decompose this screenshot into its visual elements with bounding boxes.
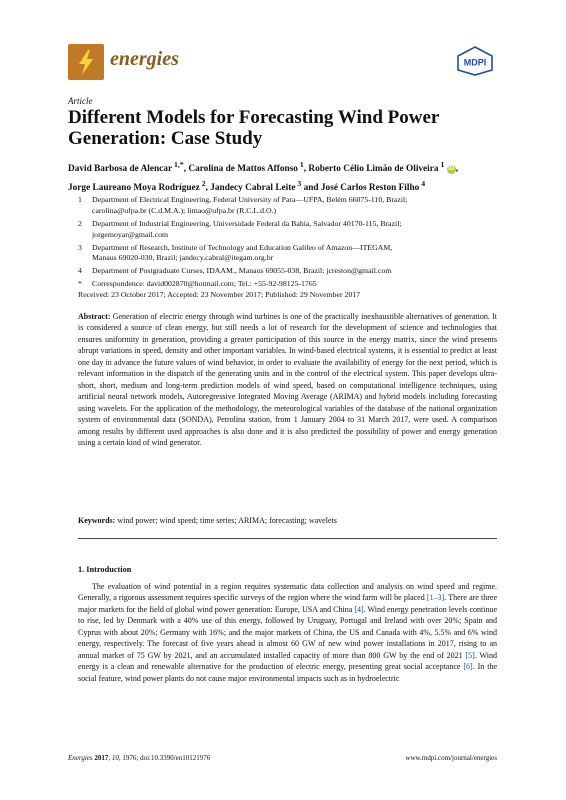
footer-url[interactable]: www.mdpi.com/journal/energies [405, 754, 497, 762]
introduction-paragraph: The evaluation of wind potential in a region requires systematic data collection and analysis on wind speed and regime. Generally, a rigorous assessment requires specific surveys of the region where the wind farm will be placed [1–3]. There are three major markets for the field of global wind power generation: Europe, USA and China [4]. Wind energy penetration levels continue to rise, led by Denmark with a 40% use of this energy, followed by Uruguay, Portugal and Ireland with over 20%; Spain and Cyprus with about 20%; Germany with 16%; and the major markets of China, the US and Canada with 4%, 5.5% and 6% wind energy, respectively. The forecast of five years ahead is almost 60 GW of new wind power installations in 2017, rising to an annual market of 75 GW by 2021, and an accumulated installed capacity of more than 800 GW by the end of 2021 [5]. Wind energy is a clean and renewable alternative for the production of electric energy, presenting great social acceptance [6]. In the social feature, wind power plants do not cause major environmental impacts such as in hydroelectric [78, 582, 498, 683]
energies-logo-icon [68, 44, 104, 80]
article-title: Different Models for Forecasting Wind Power Generation: Case Study [68, 107, 439, 149]
keywords-label: Keywords: [78, 516, 116, 525]
affiliation-item: 2 Department of Industrial Engineering, Universidade Federal da Bahia, Salvador 40170-115, Brazil; jorgemoyar@gmail.com [78, 218, 402, 239]
author-name: , Carolina de Mattos Affonso [183, 164, 298, 175]
author-affil: 1 [297, 160, 304, 169]
citation-link[interactable]: [6] [463, 662, 473, 672]
author-list: David Barbosa de Alencar $^{1,*}$, Carolina de Mattos Affonso $^1$, Roberto Célio Limão de Oliveira $^1$ iD , Jorge Laureano Moya Rodríguez $^2$, Jandecy Cabral Leite $^3$ and José Carlos Reston Filho $^4$ [68, 160, 459, 193]
affiliation-item: 4 Department of Postgraduate Curses, IDAAM., Manaus 69055-038, Brazil; jcreston@gmail.com [78, 266, 392, 276]
affiliations [78, 195, 498, 292]
abstract-text: Generation of electric energy through wind turbines is one of the practically inexhaustible alternatives of generation. It is considered a source of clean energy, but still needs a lot of research for the development of science and technologies that ensures uniformity in generation, providing a greater participation of this source in the energy matrix, since the wind presents abrupt variations in speed, density and other important variables. In wind-based electrical systems, it is essential to predict at least one day in advance the future values of wind behavior, in order to evaluate the availability of energy for the next period, which is relevant information in the dispatch of the generating units and in the control of the electrical system. This paper develops ultra-short, short, medium and long-term prediction models of wind speed, based on computational intelligence techniques, using artificial neural network models, Autoregressive Integrated Moving Average (ARIMA) and hybrid models including forecasting using wavelets. For the application of the methodology, the meteorological variables of the database of the national organization system of environmental data (SONDA), Petrolina station, from 1 January 2004 to 31 March 2017, were used. A comparison among results by different used approaches is also done and it is also predicted the possibility of power and energy generation using a certain kind of wind generator. [78, 312, 497, 447]
author-affil: 1,* [172, 160, 184, 169]
svg-text:MDPI: MDPI [463, 57, 487, 68]
citation-link[interactable]: [5] [465, 650, 475, 660]
author-name: and José Carlos Reston Filho [301, 182, 420, 193]
correspondence: * Correspondence: david002870@hotmail.com; Tel.: +55-92-98125-1765 [78, 279, 317, 289]
author-affil: 4 [419, 178, 426, 188]
author-name: , Jandecy Cabral Leite [205, 182, 296, 193]
divider [78, 538, 497, 539]
abstract-label: Abstract: [78, 312, 111, 321]
author-name: David Barbosa de Alencar [68, 164, 173, 175]
mdpi-logo-icon[interactable] [456, 46, 494, 76]
section-title: 1. Introduction [78, 565, 132, 574]
citation-link[interactable]: [1–3] [426, 593, 445, 603]
affiliation-item: 1 Department of Electrical Engineering, Federal University of Para—UFPA, Belém 66075-110, Brazil; carolina@ufpa.br (C.d.M.A.); limao@ufpa.br (R.C.L.d.O.) [78, 195, 408, 215]
author-affil: 3 [295, 178, 302, 188]
orcid-icon[interactable]: iD [448, 166, 455, 173]
citation-link[interactable]: [4] [354, 604, 364, 614]
footer-citation: Energies 2017, 10, 1976; doi:10.3390/en10121976 [68, 754, 211, 762]
author-name: Jorge Laureano Moya Rodríguez [68, 182, 200, 193]
author-affil: 1 [438, 160, 445, 169]
affiliation-item: 3 Department of Research, Institute of Technology and Education Galileo of Amazon—ITEGAM, Manaus 69020-030, Brazil; jandecy.cabral@itegam.org.br [78, 242, 393, 263]
publication-dates: Received: 23 October 2017; Accepted: 23 November 2017; Published: 29 November 2017 [78, 290, 361, 299]
article-type: Article [68, 96, 93, 106]
keywords [78, 516, 497, 525]
author-name: , Roberto Célio Limão de Oliveira [303, 164, 439, 175]
keywords-text: wind power; wind speed; time series; ARIMA; forecasting; wavelets [115, 516, 337, 525]
journal-name[interactable]: energies [110, 48, 179, 70]
author-affil: 2 [199, 178, 206, 188]
abstract [78, 311, 497, 448]
